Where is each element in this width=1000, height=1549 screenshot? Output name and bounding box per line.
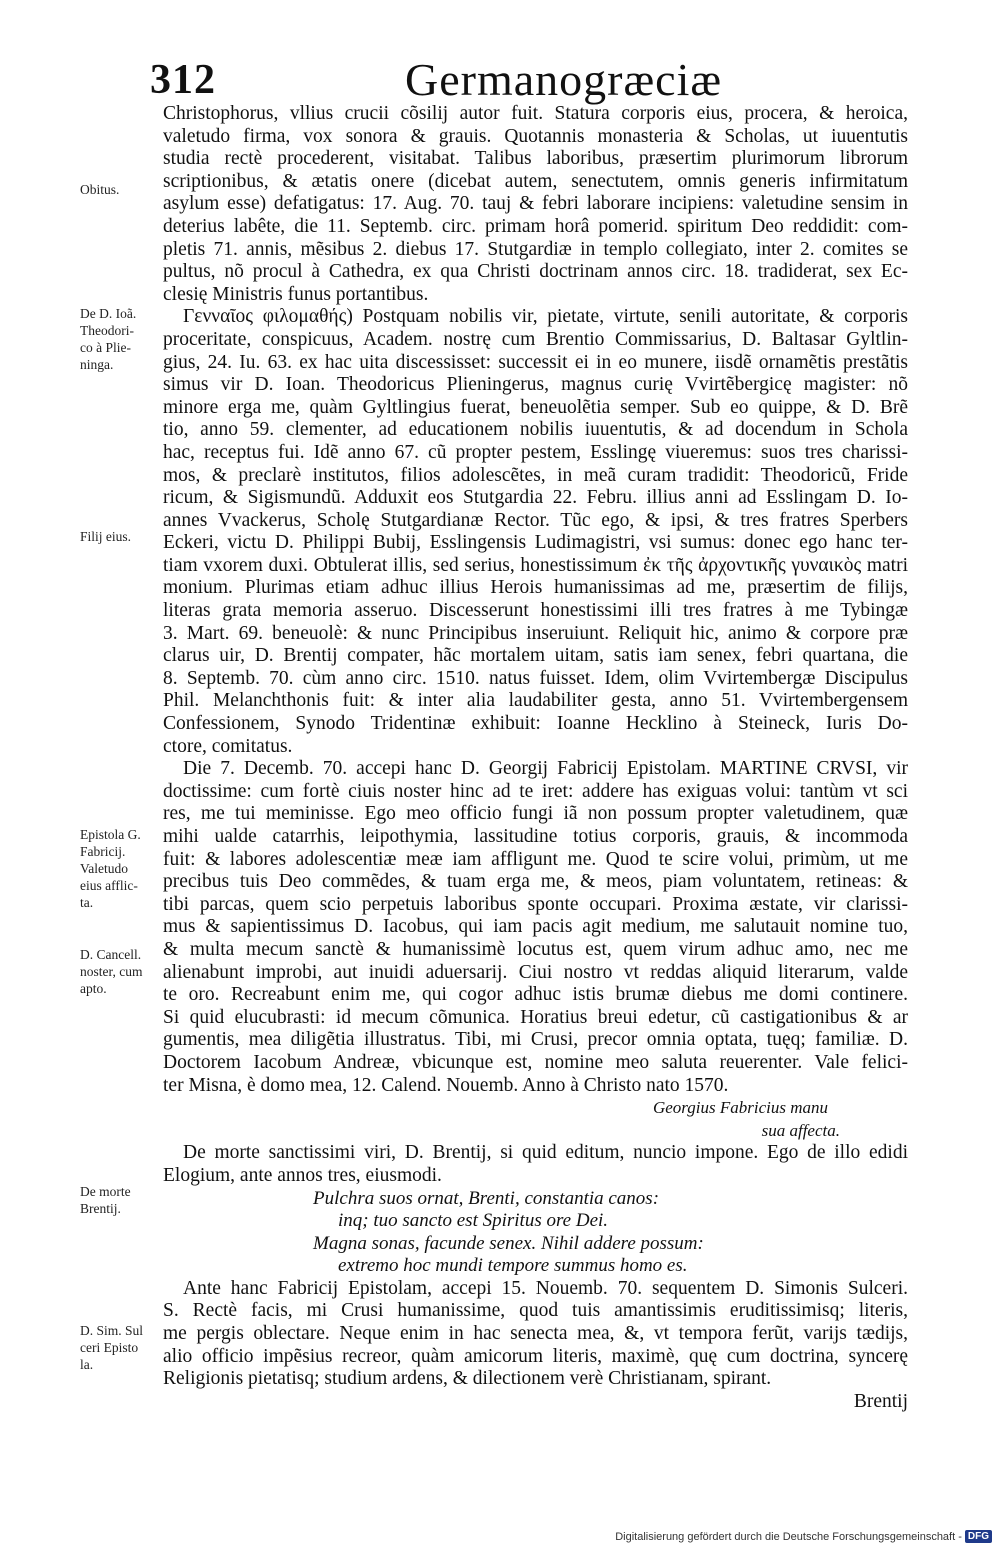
text-line: res, me tui meminisse. Ego meo officio fungi iã non possum propter valetudinem, quæ [163, 803, 908, 825]
text-line: precibus tuis Deo commẽdes, & tuam erga me, & meos, piam voluntatem, retineas: & [163, 871, 908, 893]
text-line: pultus, nõ procul à Cathedra, ex qua Christi doctrinam annos circ. 18. tradiderat, sex Ec- [163, 261, 908, 283]
text-line: pletis 71. annis, mẽsibus 2. diebus 17. Stutgardiæ in templo collegiato, inter 2. comites se [163, 238, 908, 260]
text-line: Si quid elucubrasti: id mecum cõmunica. Horatius breui edetur, cũ castigationibus & ar [163, 1006, 908, 1028]
text-line: extremo hoc mundi tempore summus homo es. [338, 1255, 688, 1277]
text-line: fuit: & labores adolescentiæ meæ iam affligunt me. Quod te scire volui, primùm, ut me [163, 848, 908, 870]
text-line: inq; tuo sancto est Spiritus ore Dei. [338, 1210, 609, 1232]
text-line: alienabunt improbi, aut inuidi aduersarij. Ciui nostro vt reddas aliquid literarum, valde [163, 961, 908, 983]
text-line: studia rectè procederent, visitabat. Talibus laboribus, præsertim plurimorum librorum [163, 148, 908, 170]
text-line: gumentis, mea diligẽtia illustratus. Tibi, mi Crusi, precor omnia optata, tuęq; familiæ. D. [163, 1029, 908, 1051]
text-line: Christophorus, vllius crucii cõsilij autor fuit. Statura corporis eius, procera, & heroica, [163, 103, 908, 124]
text-line: doctissime: cum fortè ciuis noster hinc ad te iret: addere has exiguas volui: tantùm vt sci [163, 780, 908, 802]
text-line: sua affecta. [761, 1120, 840, 1140]
text-line: Phil. Melanchthonis fuit: & inter alia laudabiliter gesta, anno 51. Vvirtembergensem [163, 690, 908, 712]
text-line: Brentij [853, 1390, 908, 1412]
margin-note-brentius: De morte Brentij. [80, 1184, 131, 1216]
text-line: mus & sapientissimus D. Iacobus, qui iam pacis agit medium, me salutauit nomine tuo, [163, 916, 908, 938]
text-line: monium. Plurimas etiam adhuc illius Herois humanissimas ad me, præsertim de filijs, [163, 577, 908, 599]
text-line: asylum esse) defatigatus: 17. Aug. 70. tauj & febri laborare incipiens: valetudine sensim in [163, 193, 908, 215]
text-line: 8. Septemb. 70. cùm anno circ. 1510. natus fuisset. Idem, olim Vvirtembergæ Discipulus [163, 667, 908, 689]
text-line: ctore, comitatus. [163, 735, 293, 757]
text-line: Pulchra suos ornat, Brenti, constantia canos: [313, 1187, 660, 1209]
text-line: Γενναῖος φιλομαθής) Postquam nobilis vir, pietate, virtute, senili autoritate, & corporis [183, 306, 908, 328]
text-line: annes Vvackerus, Scholę Stutgardianæ Rector. Tũc ego, & ipsi, & tres fratres Sperbers [163, 509, 908, 531]
text-line: deterius labête, die 11. Septemb. circ. primam horâ pomerid. spiritum Deo reddidit: com- [163, 215, 908, 237]
margin-note-fabricius: Epistola G. Fabricij. Valetudo eius afflic- ta. [80, 827, 141, 910]
text-line: tibi parcas, quem scio perpetuis laboribus sponte occupari. Proxima æstate, vir clarissi- [163, 893, 908, 915]
text-line: clesię Ministris funus portantibus. [163, 283, 429, 305]
text-line: 3. Mart. 69. beneuolè: & nunc Principibus inseruiunt. Reliquit hic, animo & corpore præ [163, 622, 908, 644]
text-line: ter Misna, è domo mea, 12. Calend. Nouemb. Anno à Christo nato 1570. [163, 1074, 729, 1096]
text-line: te oro. Recreabunt enim me, qui cogor adhuc istis brumæ diebus me domi continere. [163, 984, 908, 1006]
margin-notes [0, 0, 160, 1549]
text-line: clarus uir, D. Brentij compater, hãc mortalem uitam, satis iam senex, febri quartana, die [163, 645, 908, 667]
text-line: tio, anno 59. clementer, ad educationem nobilis iuuentutis, & ad docendum in Schola [163, 419, 908, 441]
text-line: tiam vxorem duxi. Obtulerat illis, sed serius, honestissimum ἐκ τῆς ἀρχοντικῆς γυναικὸς matri [163, 554, 908, 576]
text-line: scriptionibus, & ætatis onere (dicebat autem, senectutem, omnis generis infirmitatum [163, 170, 908, 192]
text-line: valetudo firma, vox sonora & grauis. Quotannis monasteria & Scholas, ut iuuentutis [163, 125, 908, 147]
digitization-credit [615, 1530, 992, 1543]
margin-note-cancellarius: D. Cancell. noster, cum apto. [80, 947, 143, 996]
dfg-logo: DFG [965, 1530, 992, 1543]
text-line: Ante hanc Fabricij Epistolam, accepi 15. Nouemb. 70. sequentem D. Simonis Sulceri. [183, 1277, 908, 1299]
text-line: Georgius Fabricius manu [652, 1098, 828, 1118]
text-line: mos, & preclarè institutos, filios adolescẽtes, in meã curam tradidit: Theodoricũ, Fride [163, 464, 908, 486]
running-title: Germanogræciæ [405, 54, 723, 105]
text-line: Doctorem Iacobum Andreæ, vbicunque est, nomine meo saluta reuerenter. Vale felici- [163, 1051, 908, 1073]
text-line: simus vir D. Ioan. Theodoricus Plieningerus, magnus curię Vvirtẽbergicę magister: nõ [163, 374, 908, 396]
text-line: & multa mecum sanctè & humanissimè locutus est, quem virum adhuc amo, nec me [163, 938, 908, 960]
text-line: Die 7. Decemb. 70. accepi hanc D. Georgij Fabricij Epistolam. MARTINE CRVSI, vir [183, 758, 908, 780]
text-line: Religionis pietatisq; studium ardens, & dilectionem verè Christianam, spirant. [163, 1368, 772, 1390]
text-line: proceritate, conspicuus, Academ. nostrę cum Brentio Commissarius, D. Baltasar Gyltlin- [163, 328, 908, 350]
text-line: Eckeri, victu D. Philippi Bubij, Esslingensis Ludimagistri, vsi sumus: donec ego hanc ter- [163, 532, 908, 554]
text-line: Confessionem, Synodo Tridentinæ exhibuit: Ioanne Hecklino à Steineck, Iuris Do- [163, 713, 908, 735]
text-line: minore erga me, quàm Gyltlingius fuerat, beneuolẽtia semper. Sub eo quippe, & D. Brẽ [163, 396, 908, 418]
body-text [163, 103, 908, 1413]
margin-note-sulcerus: D. Sim. Sul ceri Episto la. [80, 1323, 144, 1372]
text-line: De morte sanctissimi viri, D. Brentij, si quid editum, nuncio impone. Ego de illo edidi [183, 1142, 908, 1164]
text-line: mihi ualde catarrhis, leipothymia, lassitudine totius corporis, grauis, & incommoda [163, 826, 908, 847]
text-line: hac, receptus fui. Idẽ anno 67. cũ propter pestem, Esslingę viueremus: suos tres charissi- [163, 441, 908, 463]
page-header [150, 50, 910, 110]
text-line: me pergis oblectare. Neque enim in hac senecta mea, &, vt tempora ferũt, varijs tædijs, [163, 1323, 908, 1345]
text-line: alio officio impẽsius recreor, quàm amicorum literis, maximè, quę cum doctrina, syncerę [163, 1345, 908, 1367]
margin-note-filii: Filij eius. [80, 529, 132, 544]
credit-text: Digitalisierung gefördert durch die Deutsche Forschungsgemeinschaft - [615, 1530, 962, 1543]
margin-note-plieninger: De D. Ioã. Theodori- co à Plie- ninga. [80, 306, 137, 372]
text-line: Elogium, ante annos tres, eiusmodi. [163, 1164, 442, 1186]
text-line: ricum, & Sigismundũ. Adduxit eos Stutgardia 22. Febru. illius anni ad Esslingam D. Io- [163, 487, 908, 509]
text-line: literas grata memoria asseruo. Discesserunt honestissimi illi tres fratres à me Tybingæ [163, 600, 908, 622]
text-line: gius, 24. Iu. 63. ex hac uita discessisset: successit ei in eo munere, iisdẽ ornamẽtis prestãtis [163, 351, 908, 373]
margin-note-obitus: Obitus. [80, 182, 120, 197]
text-line: Magna sonas, facunde senex. Nihil addere possum: [313, 1232, 704, 1254]
text-line: S. Rectè facis, mi Crusi humanissime, quod tuis amantissimis eruditissimisq; literis, [163, 1300, 908, 1322]
page-number: 312 [150, 57, 216, 103]
